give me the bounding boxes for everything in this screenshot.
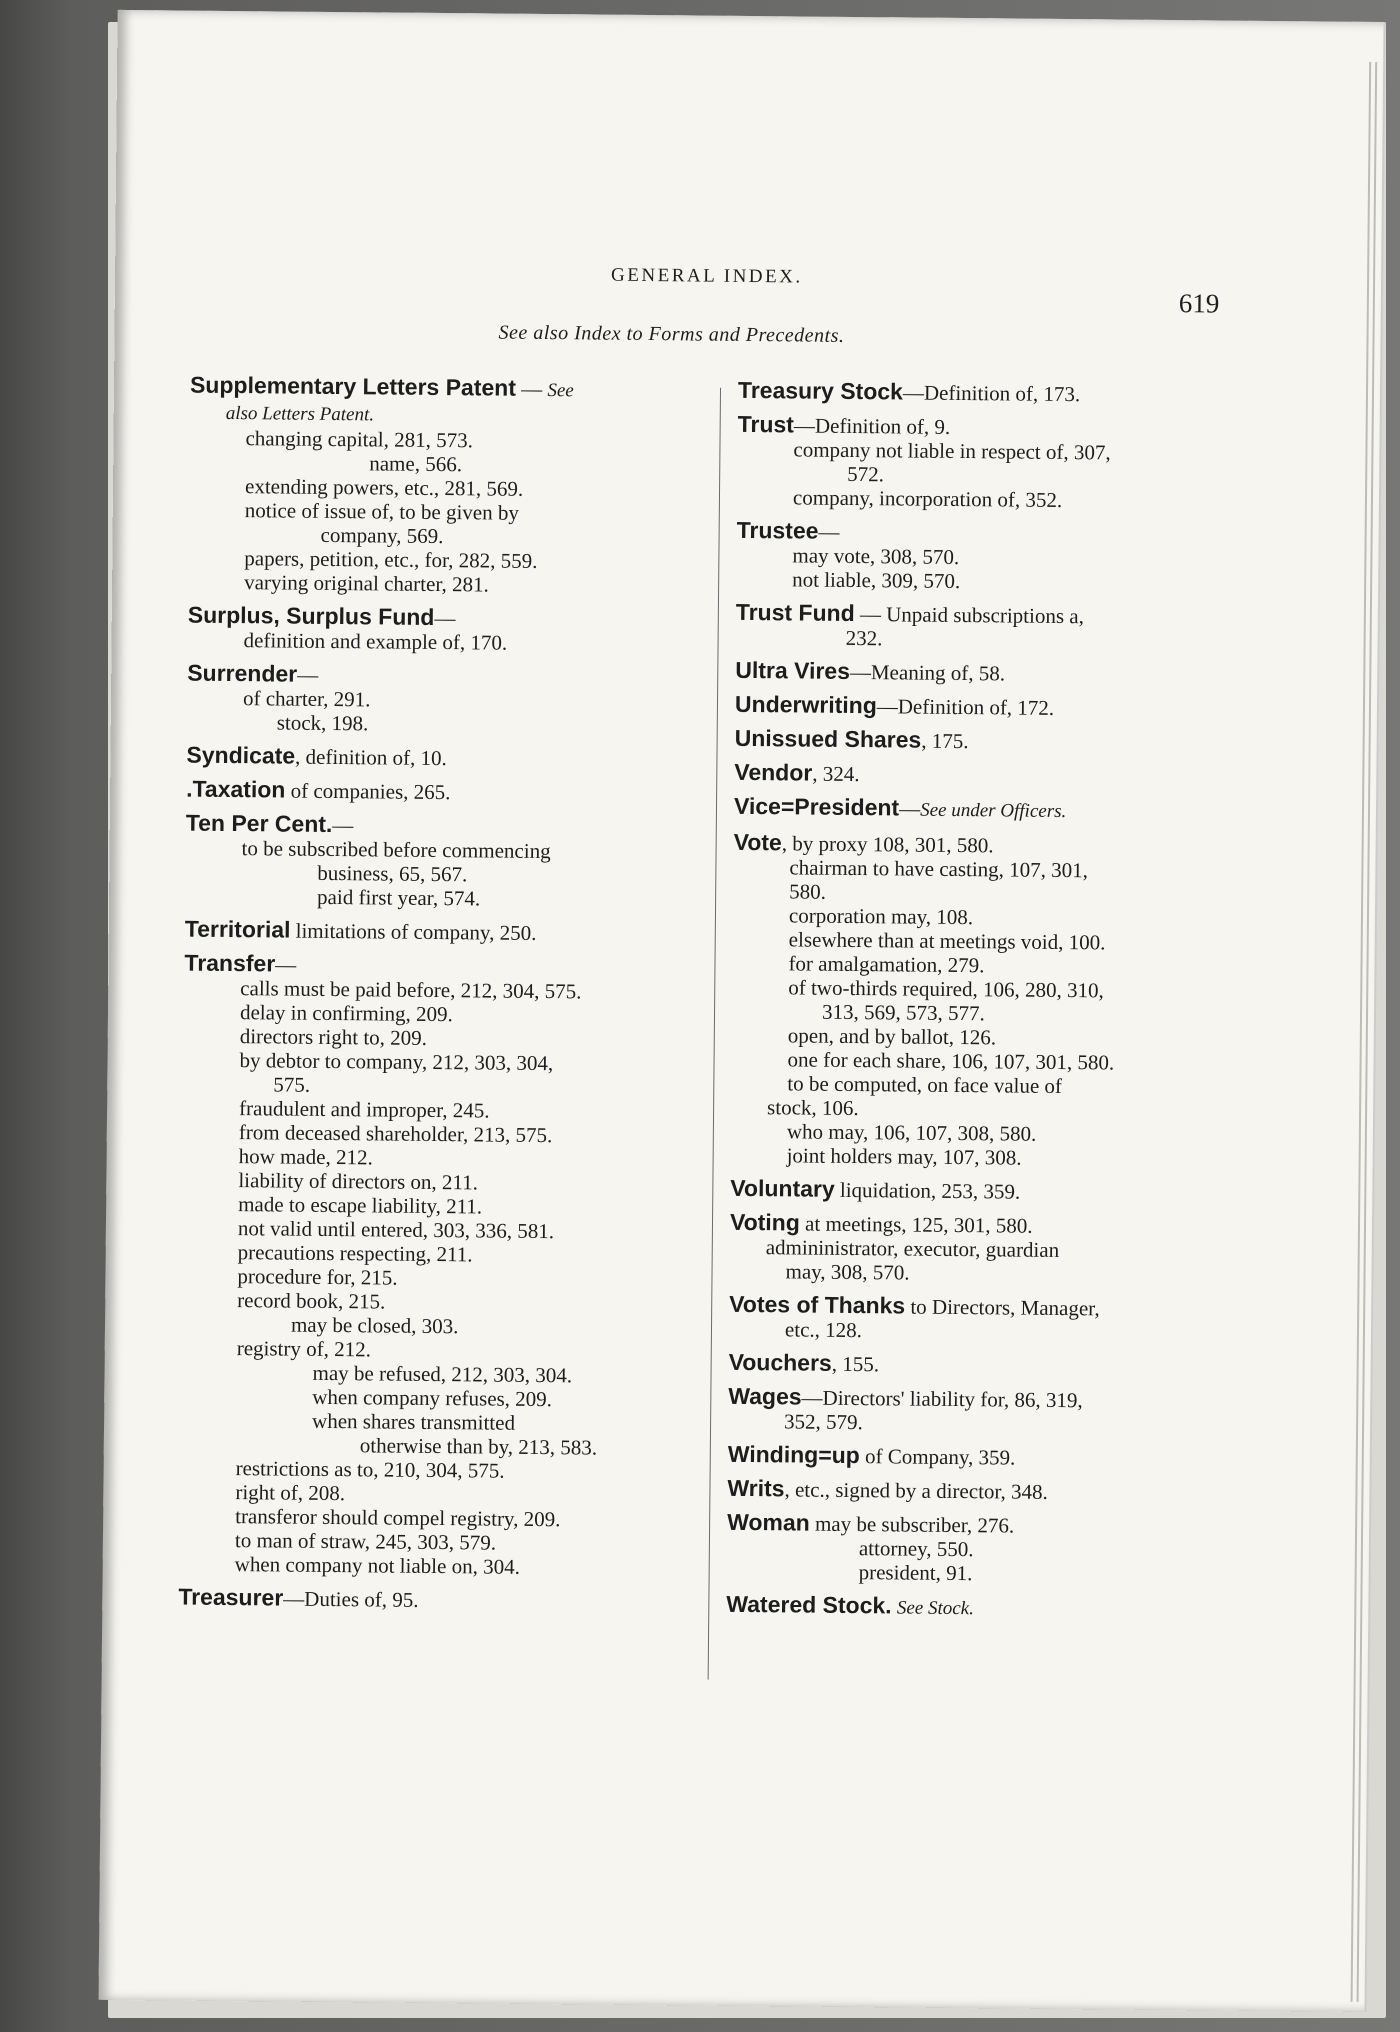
see-also-note: See also Index to Forms and Precedents. [498,321,845,347]
index-text: — [515,376,548,402]
index-text: of Company, 359. [859,1444,1016,1470]
index-text: one for each share, 106, 107, 301, 580. [787,1047,1115,1075]
index-term: Unissued Shares [734,724,922,753]
index-entry [188,373,702,599]
index-entry-heading-line [726,1592,1204,1624]
index-text: changing capital, 281, 573. [245,426,474,453]
index-entry [728,1384,1206,1438]
index-text: name, 566. [369,451,463,477]
index-subentry-line [729,1317,1207,1346]
index-subentry-line [187,686,699,715]
index-term: Voluntary [730,1174,835,1202]
index-entry [737,412,1216,514]
index-text: , 324. [812,761,860,787]
index-subentry-line [187,710,699,739]
index-text: may, 308, 570. [785,1259,910,1285]
index-text: — [332,813,354,838]
index-text: —Definition of, 9. [793,413,951,439]
cross-reference: also Letters Patent. [225,402,375,426]
index-text: record book, 215. [237,1288,386,1314]
index-entry [736,518,1215,596]
index-entry-heading-line [185,917,697,947]
index-text: transferor should compel registry, 209. [235,1504,561,1532]
cross-reference: See under Officers. [920,799,1067,823]
index-text: notice of issue of, to be given by [244,498,520,525]
index-entry-heading-line [178,1585,690,1615]
index-entry-heading-line [735,726,1213,756]
index-term: Territorial [184,915,291,943]
index-text: of companies, 265. [285,778,451,805]
running-head: GENERAL INDEX. [611,264,803,288]
index-term: Underwriting [734,690,877,719]
index-text: when company refuses, 209. [312,1384,553,1412]
index-entry [731,830,1212,1172]
index-text: how made, 212. [238,1144,373,1170]
index-text: 572. [847,461,885,487]
index-text: papers, petition, etc., for, 282, 559. [244,546,538,573]
right-index-column [726,378,1216,1633]
index-text: , 175. [921,728,969,754]
index-text: , 155. [831,1351,880,1377]
index-text: may be refused, 212, 303, 304. [312,1360,573,1388]
index-entry-heading-line [727,1510,1205,1540]
index-text: elsewhere than at meetings void, 100. [788,927,1106,955]
index-entry [729,1210,1208,1288]
index-entry [187,661,700,739]
cross-reference: See Stock. [896,1597,974,1620]
index-text: precautions respecting, 211. [237,1240,473,1267]
index-text: not liable, 309, 570. [792,567,961,594]
index-text: when shares transmitted [311,1408,516,1435]
index-subentry-line [189,498,701,527]
index-text: definition and example of, 170. [243,628,508,655]
index-text: company, incorporation of, 352. [792,485,1063,512]
index-text: delay in confirming, 209. [239,1000,453,1027]
index-text: not valid until entered, 303, 336, 581. [237,1216,555,1244]
index-term: Watered Stock. [726,1590,892,1619]
index-entry-heading-line [734,760,1212,790]
index-text: to man of straw, 245, 303, 579. [234,1528,497,1555]
index-text: — [434,605,456,631]
index-entry [185,811,698,913]
index-entry-heading-line [728,1442,1206,1472]
index-subentry-line [729,1259,1207,1288]
index-term: Supplementary Letters Patent [189,371,517,401]
index-text: — [899,796,921,821]
index-text: corporation may, 108. [788,903,974,930]
index-text: business, 65, 567. [317,860,468,887]
index-text: 580. [789,879,827,904]
index-term: Votes of Thanks [729,1290,906,1319]
index-term: .Taxation [186,775,286,803]
index-entry-heading-line [186,743,698,773]
index-text: 352, 579. [783,1409,863,1435]
index-text: , by proxy 108, 301, 580. [781,831,994,858]
index-text: — [297,662,319,687]
index-text: company not liable in respect of, 307, [793,437,1111,465]
index-text: may be subscriber, 276. [809,1511,1015,1538]
index-text: to be computed, on face value of [787,1071,1063,1099]
index-entry-heading-line [735,692,1213,722]
index-text: of two-thirds required, 106, 280, 310, [788,975,1104,1003]
index-text: made to escape liability, 211. [238,1192,483,1219]
index-text: —Directors' liability for, 86, 319, [801,1385,1083,1413]
index-term: Vouchers [728,1348,832,1376]
index-text: restrictions as to, 210, 304, 575. [235,1456,505,1483]
index-text: company, 569. [320,522,444,549]
book-page [99,10,1384,2012]
index-subentry-line [728,1409,1206,1438]
index-term: Woman [727,1508,810,1536]
index-entry-heading-line [734,794,1212,826]
left-index-column [178,373,702,1624]
index-text: , definition of, 10. [295,744,447,771]
index-text: 313, 569, 573, 577. [821,999,985,1026]
index-text: president, 91. [858,1560,973,1586]
index-term: Surplus, Surplus Fund [187,601,435,630]
index-term: Vice=President [733,792,900,821]
index-text: admininistrator, executor, guardian [765,1235,1060,1262]
index-text: attorney, 550. [858,1536,974,1562]
column-divider [708,388,721,1680]
index-subentry-line [179,1552,691,1581]
index-entry [179,951,697,1581]
index-entry [729,1350,1207,1380]
index-entry [730,1176,1208,1206]
index-subentry-line [727,1559,1205,1588]
index-term: Voting [729,1208,800,1236]
index-subentry-line [188,570,700,599]
index-term: Writs [727,1474,785,1502]
index-text: stock, 198. [276,710,369,736]
index-subentry-line [181,1336,693,1365]
index-text: when company not liable on, 304. [234,1552,521,1579]
index-entry [187,603,699,657]
index-entry-heading-line [735,658,1213,688]
index-text: for amalgamation, 279. [788,951,985,978]
index-text: from deceased shareholder, 213, 575. [238,1120,553,1148]
index-entry [735,726,1213,756]
index-text: to Directors, Manager, [905,1294,1100,1321]
index-text: paid first year, 574. [317,884,481,911]
index-entry [729,1292,1207,1346]
index-entry [186,743,698,773]
index-entry [186,777,698,807]
index-subentry-line [732,975,1210,1004]
index-term: Surrender [187,659,298,687]
index-term: Syndicate [186,741,296,769]
index-text: liquidation, 253, 359. [834,1177,1021,1204]
index-term: Ten Per Cent. [185,809,333,838]
cross-reference: See [547,380,574,402]
index-term: Transfer [184,949,276,977]
index-text: extending powers, etc., 281, 569. [244,474,524,501]
index-text: open, and by ballot, 126. [787,1023,997,1050]
index-text: stock, 106. [767,1095,859,1121]
index-term: Vote [733,828,782,856]
index-entry [726,1592,1204,1624]
index-term: Trust Fund [735,598,855,627]
index-text: — [818,519,840,544]
index-subentry-line [181,1288,693,1317]
index-text: otherwise than by, 213, 583. [359,1433,598,1460]
index-text: —Definition of, 173. [902,380,1081,407]
index-subentry-line [187,628,699,657]
index-text: , etc., signed by a director, 348. [784,1477,1048,1504]
index-subentry-line [736,567,1214,596]
index-term: Ultra Vires [735,656,851,684]
index-subentry-line [185,884,697,913]
index-term: Treasurer [178,1583,284,1611]
index-text: — Unpaid subscriptions a, [854,602,1085,629]
index-term: Winding=up [727,1440,860,1469]
index-text: directors right to, 209. [239,1024,428,1050]
page-number: 619 [1178,288,1220,319]
index-entry-heading-line [736,600,1214,630]
index-subentry-line [189,426,701,455]
index-entry-heading-line [727,1476,1205,1506]
index-text: who may, 106, 107, 308, 580. [786,1119,1037,1146]
index-text: procedure for, 215. [237,1264,398,1290]
index-text: limitations of company, 250. [290,918,537,945]
index-entry [734,760,1212,790]
index-text: 575. [273,1072,311,1097]
index-subentry-line [737,437,1215,466]
index-text: 232. [845,625,883,651]
index-entry [727,1510,1206,1588]
index-text: may be closed, 303. [290,1312,459,1339]
index-text: —Definition of, 172. [876,694,1055,720]
index-term: Wages [728,1382,802,1410]
index-entry-heading-line [730,1176,1208,1206]
index-entry [735,692,1213,722]
index-text: registry of, 212. [236,1336,372,1362]
index-text: liability of directors on, 211. [238,1168,479,1195]
index-text: by debtor to company, 212, 303, 304, [239,1048,554,1076]
index-term: Vendor [734,758,813,786]
index-text: at meetings, 125, 301, 580. [799,1211,1033,1238]
index-term: Trustee [736,516,819,544]
index-entry [734,794,1212,826]
index-subentry-line [185,836,697,865]
index-text: —Duties of, 95. [283,1586,419,1612]
index-entry-heading-line [729,1350,1207,1380]
index-text: to be subscribed before commencing [241,836,551,864]
index-entry-heading-line [186,777,698,807]
index-entry [185,917,697,947]
index-text: may vote, 308, 570. [792,543,960,570]
index-text: fraudulent and improper, 245. [238,1096,490,1123]
index-text: chairman to have casting, 107, 301, [789,855,1089,883]
index-entry [178,1585,690,1615]
index-text: right of, 208. [235,1480,346,1506]
index-subentry-line [736,625,1214,654]
index-text: varying original charter, 281. [244,570,489,597]
index-text: calls must be paid before, 212, 304, 575. [240,976,582,1004]
index-entry [728,1442,1206,1472]
index-subentry-line [183,1048,695,1077]
index-entry [735,658,1213,688]
index-text: —Meaning of, 58. [849,659,1006,686]
index-text: — [275,952,297,977]
index-subentry-line [731,1143,1209,1172]
index-subentry-line [737,485,1215,514]
index-text: joint holders may, 107, 308. [786,1143,1022,1170]
index-entry-heading-line [738,378,1216,408]
index-term: Treasury Stock [737,376,904,405]
index-entry [738,378,1216,408]
index-text: etc., 128. [784,1317,863,1343]
index-term: Trust [737,410,795,438]
index-text: of charter, 291. [242,686,371,712]
index-entry [736,600,1214,654]
index-entry [727,1476,1205,1506]
